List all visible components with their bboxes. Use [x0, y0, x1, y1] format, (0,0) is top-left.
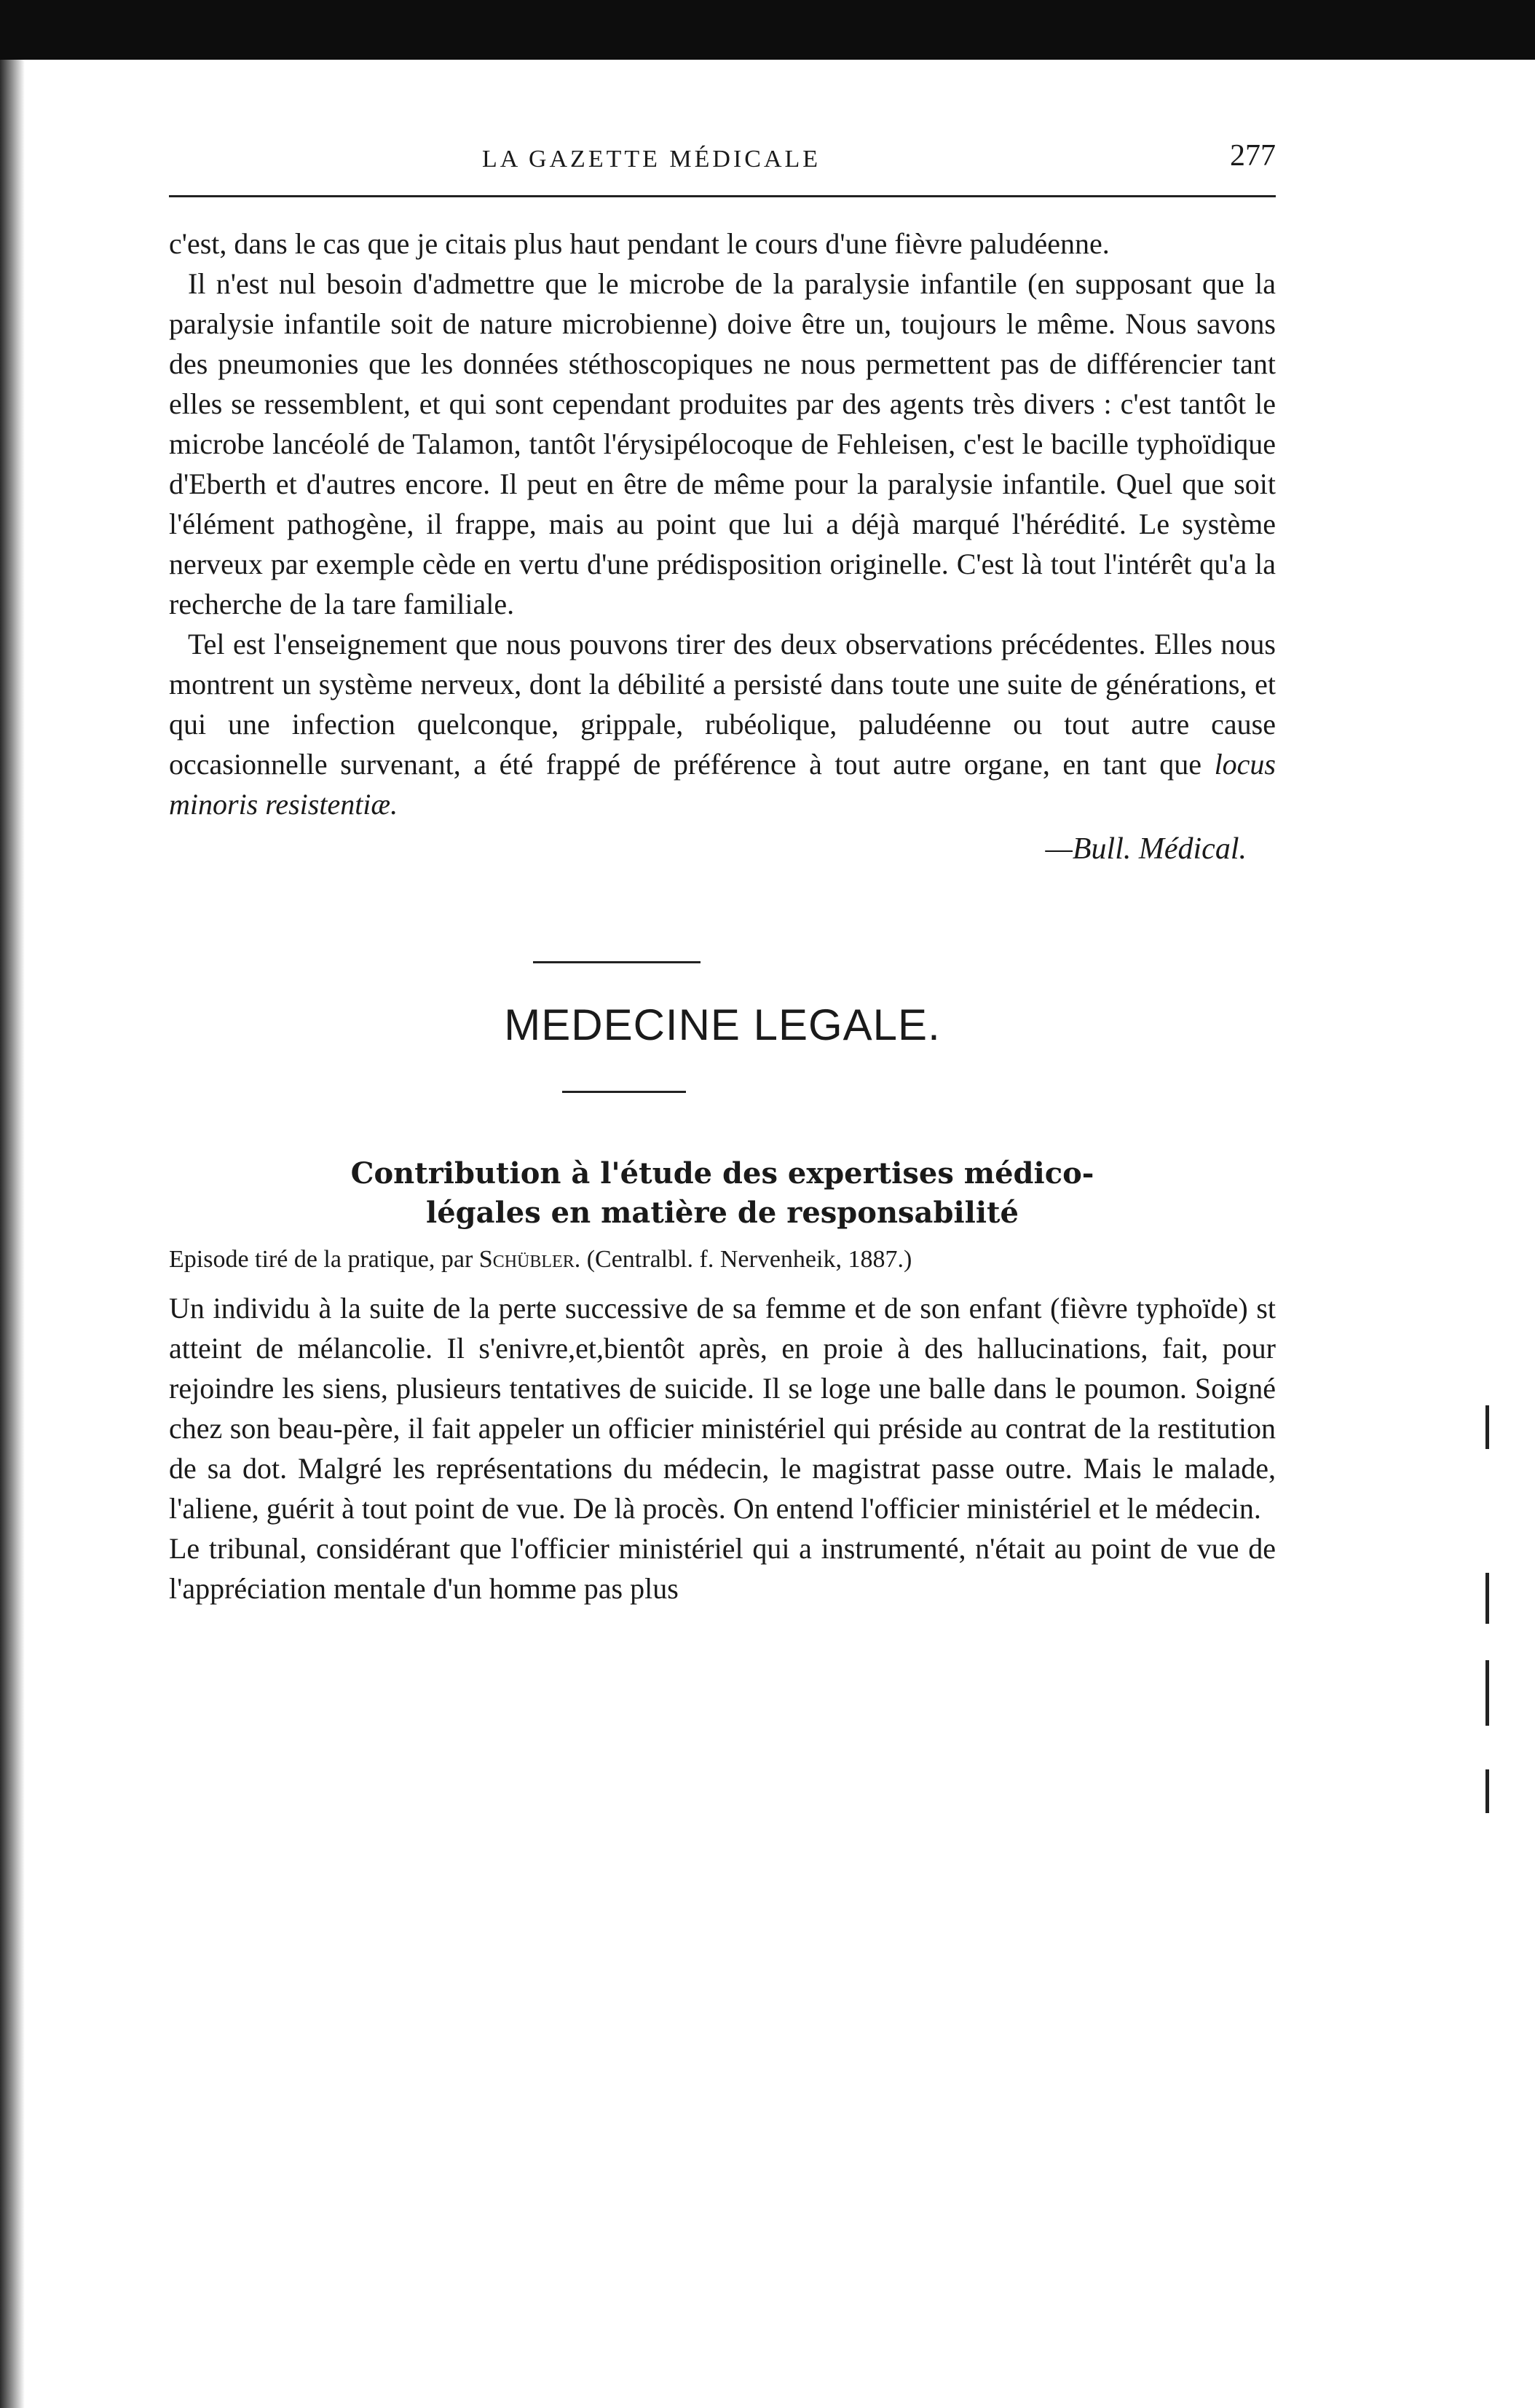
article-byline	[169, 1246, 1276, 1274]
paragraph: c'est, dans le cas que je citais plus haut pendant le cours d'une fièvre paludéenne.	[169, 227, 1110, 260]
byline-source: (Centralbl. f. Nervenheik, 1887.)	[586, 1246, 912, 1273]
paragraph	[169, 624, 1276, 824]
section-divider	[533, 961, 701, 963]
source-signature: —Bull. Médical.	[1045, 832, 1247, 866]
paragraph: Un individu à la suite de la perte successive de sa femme et de son enfant (fièvre typhoïde) st atteint de mélancolie. Il s'enivre,et,bientôt après, en proie à des hallucinations, fait, pour rejoindre les siens, plusieurs tentatives de suicide. Il se loge une balle dans le poumon. Soigné chez son beau-père, il fait appeler un officier ministériel qui préside au contrat de la restitution de sa dot. Malgré les représentations du médecin, le magistrat passe outre. Mais le malade, l'aliene, guérit à tout point de vue. De là procès. On entend l'officier ministériel et le médecin.	[169, 1292, 1276, 1525]
scan-margin-mark	[1485, 1660, 1489, 1726]
running-head	[169, 138, 1276, 189]
byline-prefix: Episode tiré de la pratique, par	[169, 1246, 473, 1273]
article-title	[169, 1154, 1276, 1233]
latin-phrase: locus minoris resistentiæ.	[169, 748, 1276, 821]
page-number: 277	[1230, 139, 1276, 173]
running-title: LA GAZETTE MÉDICALE	[482, 146, 821, 173]
byline-author: Schübler.	[478, 1246, 581, 1273]
paragraph-text: Tel est l'enseignement que nous pouvons tirer des deux observations précédentes. Elles nous montrent un système nerveux, dont la débilité a persisté dans toute une suite de générations, et qui une infection quelconque, grippale, rubéolique, paludéenne ou tout autre cause occasionnelle survenant, a été frappé de préférence à tout autre organe, en tant que	[169, 628, 1276, 781]
section-divider	[562, 1091, 686, 1093]
scan-margin-mark	[1485, 1573, 1489, 1624]
paragraph: Le tribunal, considérant que l'officier ministériel qui a instrumenté, n'était au point de vue de l'appréciation mentale d'un homme pas plus	[169, 1532, 1276, 1605]
scan-border-left	[0, 60, 25, 2408]
article-title-line: Contribution à l'étude des expertises médico-	[350, 1156, 1094, 1191]
scan-margin-mark	[1485, 1405, 1489, 1449]
paragraph: Il n'est nul besoin d'admettre que le microbe de la paralysie infantile (en supposant que la paralysie infantile soit de nature microbienne) doive être un, toujours le même. Nous savons des pneumonies que les données stéthoscopiques ne nous permettent pas de différencier tant elles se ressemblent, et qui sont cependant produites par des agents très divers : c'est tantôt le microbe lancéolé de Talamon, tantôt l'érysipélocoque de Fehleisen, c'est le bacille typhoïdique d'Eberth et d'autres encore. Il peut en être de même pour la paralysie infantile. Quel que soit l'élément pathogène, il frappe, mais au point que lui a déjà marqué l'hérédité. Le système nerveux par exemple cède en vertu d'une prédisposition originelle. C'est là tout l'intérêt qu'a la recherche de la tare familiale.	[169, 267, 1276, 620]
header-rule	[169, 195, 1276, 197]
scan-border-top	[0, 0, 1535, 60]
scan-margin-mark	[1485, 1769, 1489, 1813]
page	[169, 138, 1276, 1608]
article-title-line: légales en matière de responsabilité	[426, 1196, 1019, 1230]
section-title: MEDECINE LEGALE.	[504, 1000, 941, 1049]
